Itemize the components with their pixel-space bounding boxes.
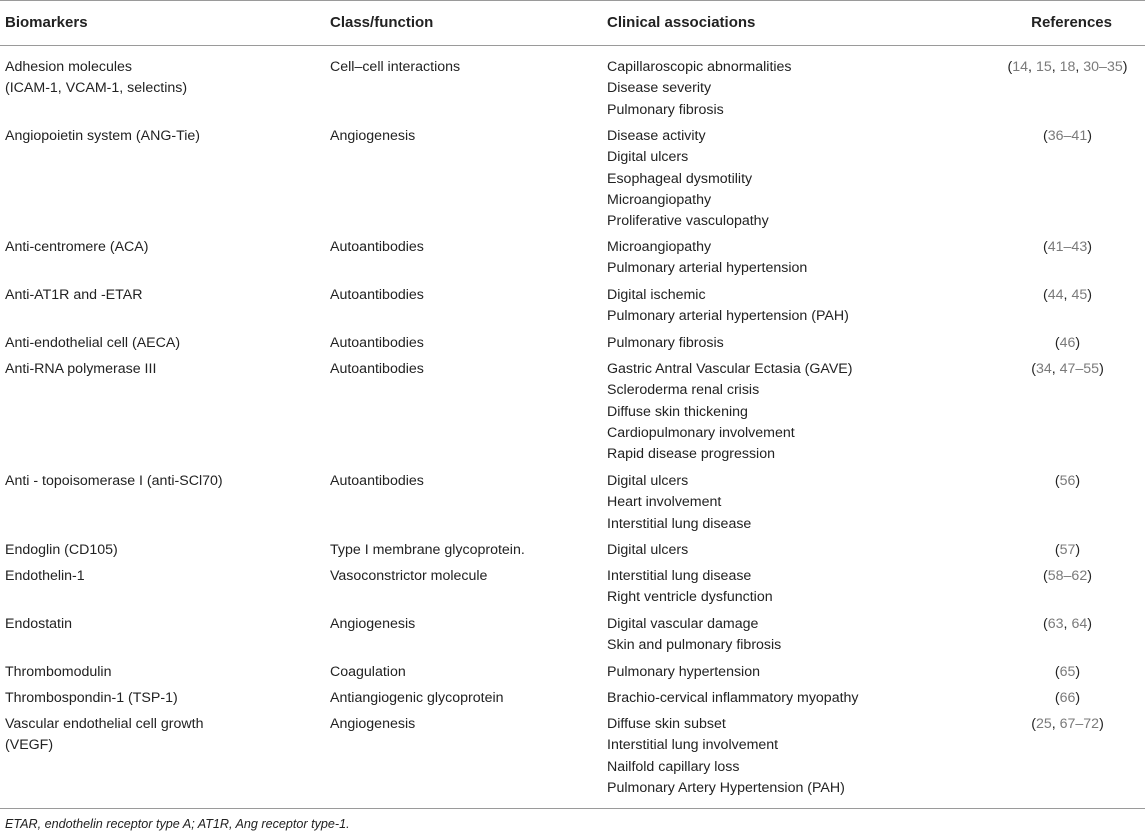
- cell-class-function: Angiogenesis: [330, 128, 416, 144]
- reference-link[interactable]: 57: [1059, 542, 1076, 558]
- cell-biomarker: [5, 237, 320, 258]
- clinical-association: Microangiopathy: [607, 239, 712, 255]
- reference-link[interactable]: 15: [1035, 59, 1052, 75]
- clinical-association: Disease activity: [607, 128, 706, 144]
- cell-class-function: Angiogenesis: [330, 716, 416, 732]
- reference-link[interactable]: 45: [1071, 287, 1088, 303]
- clinical-association: Right ventricle dysfunction: [607, 589, 773, 606]
- clinical-association: Pulmonary fibrosis: [607, 335, 724, 351]
- clinical-association: Gastric Antral Vascular Ectasia (GAVE): [607, 361, 853, 377]
- biomarker-line: Endothelin-1: [5, 568, 85, 584]
- cell-biomarker: [5, 714, 320, 757]
- cell-class-function: Autoantibodies: [330, 287, 424, 303]
- reference-link[interactable]: 46: [1059, 335, 1076, 351]
- reference-link[interactable]: 30–35: [1083, 59, 1123, 75]
- clinical-association: Disease severity: [607, 80, 712, 97]
- header-rule: [0, 45, 1145, 46]
- cell-biomarker: [5, 688, 320, 709]
- cell-references: (25, 67–72): [1031, 716, 1104, 732]
- clinical-association: Diffuse skin thickening: [607, 403, 748, 420]
- clinical-association: Pulmonary arterial hypertension: [607, 260, 808, 277]
- cell-class-function: Cell–cell interactions: [330, 59, 461, 75]
- cell-clinical-associations: [607, 285, 997, 328]
- header-biomarkers: Biomarkers: [5, 14, 88, 31]
- clinical-association: Heart involvement: [607, 494, 722, 511]
- cell-references: (34, 47–55): [1031, 361, 1104, 377]
- cell-clinical-associations: [607, 126, 997, 232]
- biomarker-line: Endoglin (CD105): [5, 542, 118, 558]
- clinical-association: Digital ulcers: [607, 149, 689, 166]
- cell-class-function: Type I membrane glycoprotein.: [330, 542, 525, 558]
- cell-references: (41–43): [1043, 239, 1092, 255]
- clinical-association: Pulmonary arterial hypertension (PAH): [607, 308, 849, 325]
- clinical-association: Brachio-cervical inflammatory myopathy: [607, 690, 859, 706]
- clinical-association: Proliferative vasculopathy: [607, 213, 769, 230]
- cell-references: (44, 45): [1043, 287, 1092, 303]
- clinical-association: Digital vascular damage: [607, 616, 759, 632]
- cell-references: (58–62): [1043, 568, 1092, 584]
- cell-class-function: Vasoconstrictor molecule: [330, 568, 488, 584]
- cell-biomarker: [5, 540, 320, 561]
- cell-biomarker: [5, 126, 320, 147]
- cell-clinical-associations: [607, 614, 997, 657]
- biomarker-line: Anti-RNA polymerase III: [5, 361, 157, 377]
- clinical-association: Nailfold capillary loss: [607, 758, 740, 775]
- clinical-association: Skin and pulmonary fibrosis: [607, 637, 782, 654]
- cell-class-function: Autoantibodies: [330, 335, 424, 351]
- cell-clinical-associations: [607, 714, 997, 799]
- header-clinical-associations: Clinical associations: [607, 14, 756, 31]
- cell-references: (46): [1054, 335, 1081, 351]
- cell-references: (36–41): [1043, 128, 1092, 144]
- cell-class-function: Angiogenesis: [330, 616, 416, 632]
- clinical-association: Capillaroscopic abnormalities: [607, 59, 792, 75]
- cell-references: (14, 15, 18, 30–35): [1007, 59, 1128, 75]
- reference-link[interactable]: 25: [1035, 716, 1052, 732]
- cell-class-function: Autoantibodies: [330, 361, 424, 377]
- table-footnote: ETAR, endothelin receptor type A; AT1R, Ang receptor type-1.: [5, 817, 350, 831]
- reference-link[interactable]: 65: [1059, 664, 1076, 680]
- cell-clinical-associations: [607, 566, 997, 609]
- biomarker-line: Anti-centromere (ACA): [5, 239, 149, 255]
- cell-references: (66): [1054, 690, 1081, 706]
- cell-biomarker: [5, 662, 320, 683]
- biomarker-line: (VEGF): [5, 737, 54, 754]
- reference-link[interactable]: 63: [1047, 616, 1064, 632]
- biomarker-line: Vascular endothelial cell growth: [5, 716, 204, 732]
- reference-link[interactable]: 36–41: [1047, 128, 1088, 144]
- reference-link[interactable]: 56: [1059, 473, 1076, 489]
- reference-link[interactable]: 67–72: [1059, 716, 1100, 732]
- cell-references: (57): [1054, 542, 1081, 558]
- clinical-association: Pulmonary Artery Hypertension (PAH): [607, 779, 845, 796]
- clinical-association: Digital ulcers: [607, 542, 689, 558]
- reference-link[interactable]: 34: [1035, 361, 1052, 377]
- table-bottom-rule: [0, 808, 1145, 809]
- biomarker-line: (ICAM-1, VCAM-1, selectins): [5, 80, 188, 97]
- reference-link[interactable]: 58–62: [1047, 568, 1088, 584]
- cell-biomarker: [5, 566, 320, 587]
- cell-biomarker: [5, 359, 320, 380]
- cell-clinical-associations: [607, 237, 997, 280]
- biomarker-line: Anti-AT1R and -ETAR: [5, 287, 143, 303]
- reference-link[interactable]: 66: [1059, 690, 1076, 706]
- biomarker-line: Thrombomodulin: [5, 664, 112, 680]
- cell-biomarker: [5, 333, 320, 354]
- clinical-association: Interstitial lung disease: [607, 515, 752, 532]
- cell-clinical-associations: [607, 333, 997, 354]
- clinical-association: Interstitial lung involvement: [607, 737, 779, 754]
- clinical-association: Interstitial lung disease: [607, 568, 752, 584]
- clinical-association: Microangiopathy: [607, 191, 712, 208]
- biomarker-line: Anti - topoisomerase I (anti-SCl70): [5, 473, 223, 489]
- cell-clinical-associations: [607, 471, 997, 535]
- clinical-association: Digital ischemic: [607, 287, 706, 303]
- cell-clinical-associations: [607, 359, 997, 465]
- clinical-association: Cardiopulmonary involvement: [607, 424, 795, 441]
- biomarker-line: Anti-endothelial cell (AECA): [5, 335, 181, 351]
- clinical-association: Esophageal dysmotility: [607, 170, 753, 187]
- cell-biomarker: [5, 614, 320, 635]
- biomarker-line: Endostatin: [5, 616, 73, 632]
- biomarker-line: Thrombospondin-1 (TSP-1): [5, 690, 178, 706]
- clinical-association: Pulmonary fibrosis: [607, 101, 724, 118]
- table-top-rule: [0, 0, 1145, 1]
- clinical-association: Diffuse skin subset: [607, 716, 726, 732]
- cell-biomarker: [5, 57, 320, 100]
- biomarker-line: Adhesion molecules: [5, 59, 132, 75]
- cell-clinical-associations: [607, 662, 997, 683]
- header-references: References: [1031, 14, 1112, 31]
- reference-link[interactable]: 47–55: [1059, 361, 1100, 377]
- clinical-association: Rapid disease progression: [607, 446, 775, 463]
- reference-link[interactable]: 41–43: [1047, 239, 1088, 255]
- cell-clinical-associations: [607, 540, 997, 561]
- cell-references: (65): [1054, 664, 1081, 680]
- cell-class-function: Autoantibodies: [330, 473, 424, 489]
- clinical-association: Scleroderma renal crisis: [607, 382, 760, 399]
- cell-references: (63, 64): [1043, 616, 1092, 632]
- cell-class-function: Autoantibodies: [330, 239, 424, 255]
- header-class-function: Class/function: [330, 14, 434, 31]
- reference-link[interactable]: 18: [1059, 59, 1076, 75]
- reference-link[interactable]: 44: [1047, 287, 1064, 303]
- cell-biomarker: [5, 285, 320, 306]
- reference-link[interactable]: 14: [1012, 59, 1029, 75]
- cell-clinical-associations: [607, 688, 997, 709]
- biomarker-line: Angiopoietin system (ANG-Tie): [5, 128, 201, 144]
- cell-class-function: Antiangiogenic glycoprotein: [330, 690, 504, 706]
- cell-clinical-associations: [607, 57, 997, 121]
- cell-biomarker: [5, 471, 320, 492]
- cell-class-function: Coagulation: [330, 664, 406, 680]
- reference-link[interactable]: 64: [1071, 616, 1088, 632]
- cell-references: (56): [1054, 473, 1081, 489]
- clinical-association: Pulmonary hypertension: [607, 664, 760, 680]
- clinical-association: Digital ulcers: [607, 473, 689, 489]
